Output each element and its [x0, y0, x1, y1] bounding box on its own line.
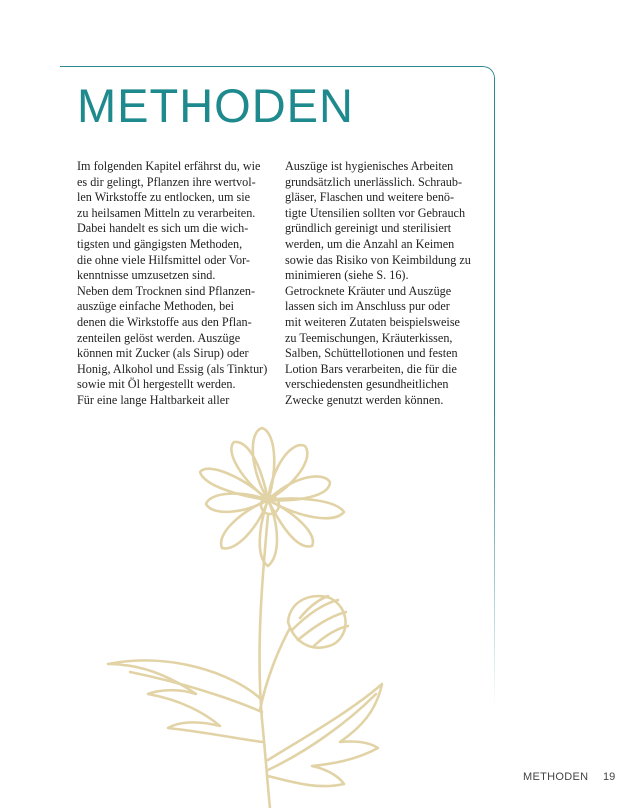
text-line: len Wirkstoffe zu entlocken, um sie: [77, 190, 251, 205]
flower-leaf-left: [108, 660, 262, 742]
text-line: sowie das Risiko von Keimbildung zu: [285, 252, 471, 267]
text-line: werden, um die Anzahl an Keimen: [285, 236, 455, 251]
text-line: denen die Wirkstoffe aus den Pflan-: [77, 314, 252, 329]
chamomile-flower-illustration: [95, 420, 395, 808]
text-line: tigsten und gängigsten Methoden,: [77, 236, 243, 251]
text-line: lassen sich im Anschluss pur oder: [285, 299, 450, 314]
flower-leaf-right: [268, 684, 382, 786]
text-line: es dir gelingt, Pflanzen ihre wertvol-: [77, 174, 256, 189]
text-line: Zwecke genutzt werden können.: [285, 392, 444, 407]
text-line: zu heilsamen Mitteln zu verarbeiten.: [77, 205, 256, 220]
text-line: auszüge einfache Methoden, bei: [77, 299, 235, 314]
body-text-right-column: [285, 159, 485, 409]
text-line: Salben, Schüttellotionen und festen: [285, 346, 458, 361]
footer-section-label: METHODEN: [523, 771, 589, 783]
text-line: Dabei handelt es sich um die wich-: [77, 221, 249, 236]
text-line: Honig, Alkohol und Essig (als Tinktur): [77, 361, 268, 376]
text-line: Für eine lange Haltbarkeit aller: [77, 392, 230, 407]
text-line: zu Teemischungen, Kräuterkissen,: [285, 330, 453, 345]
page-number: 19: [603, 771, 616, 783]
text-line: verschiedensten gesundheitlichen: [285, 377, 449, 392]
text-line: die ohne viele Hilfsmittel oder Vor-: [77, 252, 250, 267]
text-line: können mit Zucker (als Sirup) oder: [77, 346, 249, 361]
page-title: METHODEN: [77, 79, 354, 132]
flower-bud: [260, 596, 348, 710]
text-line: mit weiteren Zutaten beispielsweise: [285, 314, 460, 329]
text-line: gläser, Flaschen und weitere benö-: [285, 190, 455, 205]
text-line: gründlich gereinigt und sterilisiert: [285, 221, 452, 236]
text-line: Auszüge ist hygienisches Arbeiten: [285, 159, 454, 173]
text-line: Getrocknete Kräuter und Auszüge: [285, 283, 452, 298]
text-line: Im folgenden Kapitel erfährst du, wie: [77, 159, 261, 173]
text-line: tigte Utensilien sollten vor Gebrauch: [285, 205, 466, 220]
body-text-left-column: [77, 159, 277, 409]
text-line: sowie mit Öl hergestellt werden.: [77, 377, 236, 392]
text-line: zenteilen gelöst werden. Auszüge: [77, 330, 241, 345]
text-line: Neben dem Trocknen sind Pflanzen-: [77, 283, 256, 298]
text-line: minimieren (siehe S. 16).: [285, 268, 409, 283]
text-line: Lotion Bars verarbeiten, die für die: [285, 361, 457, 376]
text-line: grundsätzlich unerlässlich. Schraub-: [285, 174, 463, 189]
text-line: kenntnisse umzusetzen sind.: [77, 268, 216, 283]
